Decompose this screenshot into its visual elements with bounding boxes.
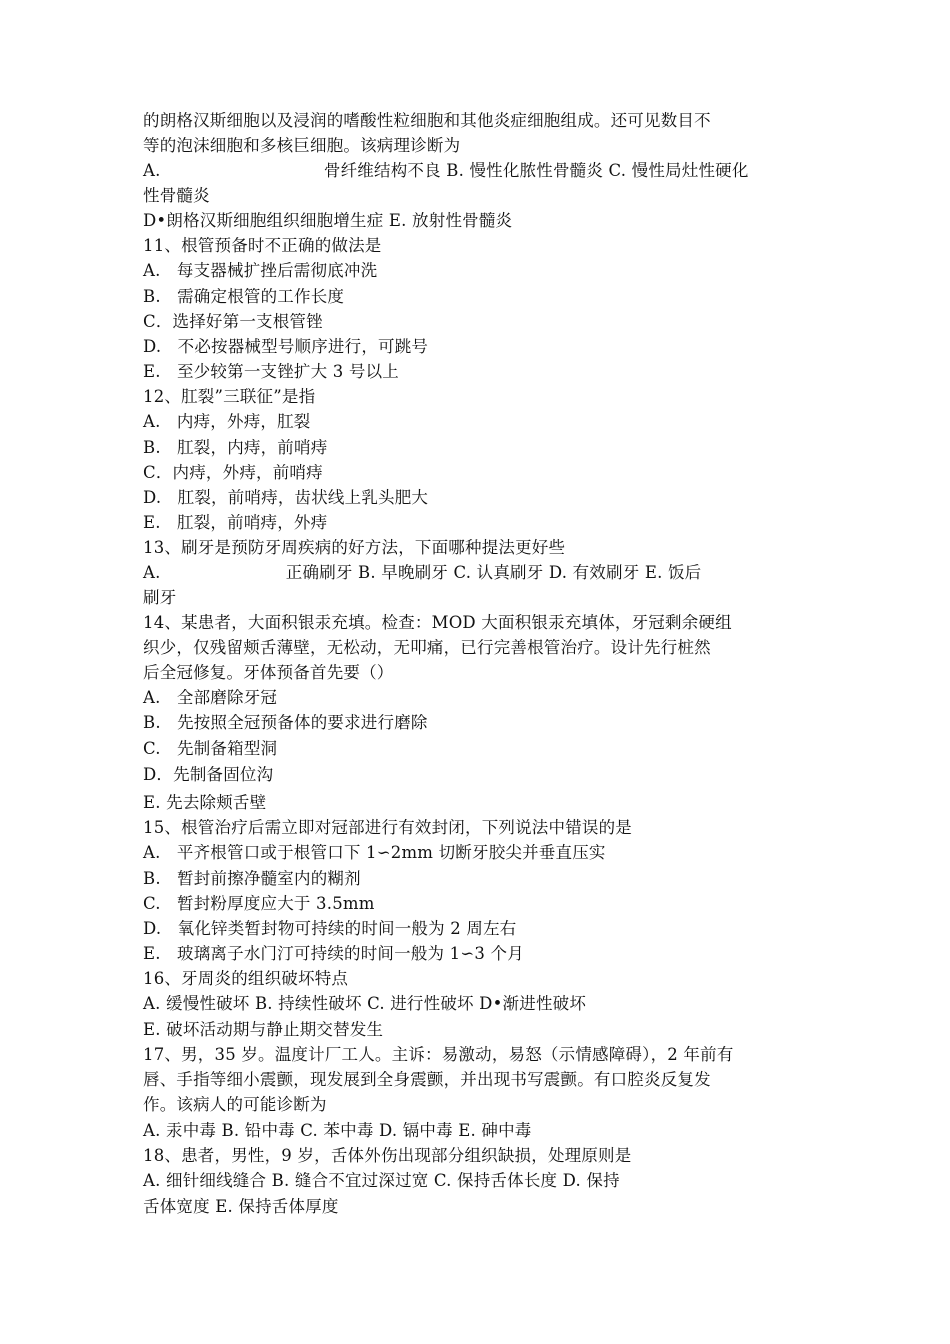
- option-line: 舌体宽度 E. 保持舌体厚度: [143, 1197, 339, 1216]
- question-17: 17、男，35 岁。温度计厂工人。主诉：易激动，易怒（示情感障碍），2 年前有: [143, 1045, 734, 1064]
- option-line: D. 不必按器械型号顺序进行，可跳号: [143, 337, 429, 356]
- question-16: 16、牙周炎的组织破坏特点: [143, 969, 349, 988]
- option-line: C．选择好第一支根管锉: [143, 312, 323, 331]
- option-line: E. 破坏活动期与静止期交替发生: [143, 1020, 384, 1039]
- option-line: A. 汞中毒 B. 铅中毒 C. 苯中毒 D. 镉中毒 E. 砷中毒: [143, 1121, 532, 1140]
- question-13: 13、刷牙是预防牙周疾病的好方法，下面哪种提法更好些: [143, 538, 566, 557]
- option-line: E. 先去除颊舌壁: [143, 793, 267, 812]
- text-line: 织少，仅残留颊舌薄壁，无松动，无叩痛，已行完善根管治疗。设计先行桩然: [143, 638, 711, 657]
- option-line: D. 肛裂，前哨痔，齿状线上乳头肥大: [143, 488, 429, 507]
- option-line: C. 暂封粉厚度应大于 3.5mm: [143, 894, 375, 913]
- question-15: 15、根管治疗后需立即对冠部进行有效封闭，下列说法中错误的是: [143, 818, 632, 837]
- option-line: A. 正确刷牙 B. 早晚刷牙 C. 认真刷牙 D. 有效刷牙 E. 饭后: [143, 563, 702, 582]
- text-line: 性骨髓炎: [143, 186, 210, 205]
- option-line: E. 肛裂，前哨痔，外痔: [143, 513, 328, 532]
- option-line: A. 每支器械扩挫后需彻底冲洗: [143, 261, 378, 280]
- option-line: E. 玻璃离子水门汀可持续的时间一般为 1∽3 个月: [143, 944, 524, 963]
- option-line: A. 全部磨除牙冠: [143, 688, 278, 707]
- question-12: 12、肛裂”三联征”是指: [143, 387, 316, 406]
- option-line: B. 需确定根管的工作长度: [143, 287, 345, 306]
- option-line: B. 暂封前擦净髓室内的糊剂: [143, 869, 361, 888]
- option-line: A. 细针细线缝合 B. 缝合不宜过深过宽 C. 保持舌体长度 D. 保持: [143, 1171, 620, 1190]
- text-line: 作。该病人的可能诊断为: [143, 1095, 327, 1114]
- option-line: B. 先按照全冠预备体的要求进行磨除: [143, 713, 428, 732]
- option-line: C．内痔，外痔，前哨痔: [143, 463, 323, 482]
- option-line: E. 至少较第一支锉扩大 3 号以上: [143, 362, 400, 381]
- option-line: A. 缓慢性破坏 B. 持续性破坏 C. 进行性破坏 D•渐进性破坏: [143, 994, 587, 1013]
- text-line: 的朗格汉斯细胞以及浸润的嗜酸性粒细胞和其他炎症细胞组成。还可见数目不: [143, 111, 711, 130]
- option-line: A. 平齐根管口或于根管口下 1∽2mm 切断牙胶尖并垂直压实: [143, 843, 606, 862]
- text-line: 后全冠修复。牙体预备首先要（）: [143, 663, 394, 682]
- question-14: 14、某患者，大面积银汞充填。检查：MOD 大面积银汞充填体，牙冠剩余硬组: [143, 613, 732, 632]
- text-line: 唇、手指等细小震颤，现发展到全身震颤，并出现书写震颤。有口腔炎反复发: [143, 1070, 711, 1089]
- text-line: D•朗格汉斯细胞组织细胞增生症 E. 放射性骨髓炎: [143, 211, 513, 230]
- option-line: C. 先制备箱型洞: [143, 739, 278, 758]
- text-line: A. 骨纤维结构不良 B. 慢性化脓性骨髓炎 C. 慢性局灶性硬化: [143, 161, 749, 180]
- option-line: A. 内痔，外痔，肛裂: [143, 412, 311, 431]
- text-line: 刷牙: [143, 588, 177, 607]
- option-line: D. 氧化锌类暂封物可持续的时间一般为 2 周左右: [143, 919, 517, 938]
- text-line: 等的泡沫细胞和多核巨细胞。该病理诊断为: [143, 136, 461, 155]
- question-11: 11、根管预备时不正确的做法是: [143, 236, 382, 255]
- option-line: D．先制备固位沟: [143, 765, 274, 784]
- question-18: 18、患者，男性，9 岁，舌体外伤出现部分组织缺损，处理原则是: [143, 1146, 632, 1165]
- option-line: B. 肛裂，内痔，前哨痔: [143, 438, 328, 457]
